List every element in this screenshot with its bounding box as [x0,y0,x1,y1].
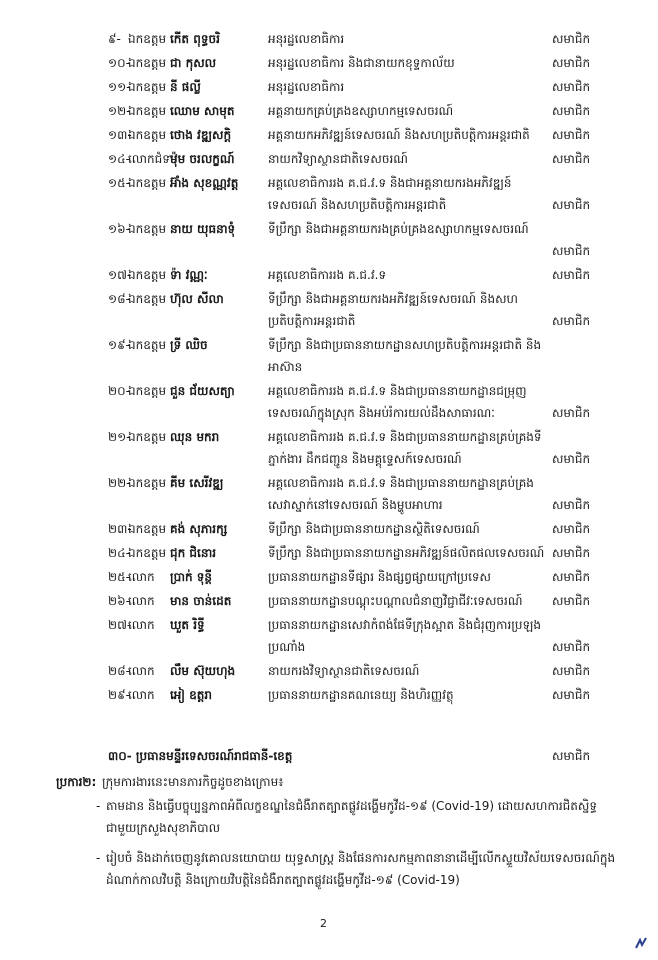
member-name: ទ៉ា វណ្ណៈ [170,268,208,282]
member-title: ឯកឧត្តម [128,546,167,560]
member-title: ឯកឧត្តម [128,32,167,46]
member-number: ២០- [108,384,130,398]
member-status: សមាជិក [552,244,591,258]
member-list [0,28,658,708]
member-status: សមាជិក [552,314,591,328]
member-number: ១១- [108,80,131,94]
member-name: លឹម ស៊ុយហុង [170,664,236,678]
member-number: ២៩- [108,688,130,702]
member-title: ឯកឧត្តម [128,104,167,118]
member-name: ទ្រី ឈិច [170,338,208,352]
member-row [0,218,658,264]
member-number: ១០- [108,56,130,70]
member-title: លោក [128,594,155,608]
member-name: ថោង វឌ្ឍសក្តិ [170,128,232,142]
member-number: ២៨- [108,664,130,678]
member-role: អនុរដ្ឋលេខាធិការ [268,80,345,94]
member-status: សមាជិក [552,452,591,466]
member-role: ប្រធាននាយកដ្ឋានសេវាកំពង់ផែទីក្រុងស្អាត និងជំរុញការប្រឡងប្រណាំង [268,618,541,654]
member-title: ឯកឧត្តម [128,384,167,398]
member-number: ១៧- [108,268,132,282]
member-role: អគ្គនាយកអភិវឌ្ឍន៍ទេសចរណ៍ និងសហប្រតិបត្តិការអន្តរជាតិ [268,128,530,142]
member-name: កើត ពុទ្ធចរិ [170,32,220,46]
member-role: អគ្គលេខាធិការរង គ.ជ.វ.ទ និងជាប្រធាននាយកដ្ឋានជម្រុញទេសចរណ៍ក្នុងស្រុក និងអប់រំការយល់ដឹងសាធារណៈ [268,384,527,420]
member-status: សមាជិក [552,56,591,70]
member-name: ជា កុសល [170,56,217,70]
member-status: សមាជិក [552,570,591,584]
member-row [0,52,658,76]
member-row [0,426,658,472]
member-name: មាន ចាន់ដេត [170,594,232,608]
member-row [0,542,658,566]
member-title: ឯកឧត្តម [128,430,167,444]
member-role: ទីប្រឹក្សា និងជាប្រធាននាយកដ្ឋានសហប្រតិបត្តិការអន្តរជាតិ និងអាស៊ាន [268,338,542,374]
member-title: ឯកឧត្តម [128,128,167,142]
member-name: អ៊ាំង សុខណ្ណវត្ត [170,176,239,190]
member-name: គង់ សុភារក្ស [170,522,228,536]
member-title: លោក [128,618,155,632]
member-role: នាយកវិទ្យាស្ថានជាតិទេសចរណ៍ [268,152,408,166]
member-status: សមាជិក [552,80,591,94]
member-role: អគ្គលេខាធិការរង គ.ជ.វ.ទ និងជាប្រធាននាយកដ្ឋានគ្រប់គ្រងសេវាស្នាក់នៅទេសចរណ៍ និងម្ហូបអាហារ [268,476,534,512]
member-row [0,590,658,614]
bullet-dash: - [96,799,101,813]
member-number: ២៧- [108,618,132,632]
duty-text: តាមដាន និងធ្វើបច្ចុប្បន្នភាពអំពីលក្ខខណ្ឌនៃជំងឺរាតត្បាតផ្លូវដង្ហើមកូវីដ-១៩ (Covid-19) ដោយសហការជិតស្និទ្ធជាមួយក្រសួងសុខាភិបាល [106,799,597,835]
member-number: ៩- [108,32,121,46]
member-title: ឯកឧត្តម [128,222,167,236]
member-role: អនុរដ្ឋលេខាធិការ [268,32,345,46]
member-role: ទីប្រឹក្សា និងជាអគ្គនាយករងគ្រប់គ្រងឧស្សាហកម្មទេសចរណ៍ [268,222,529,236]
member-number: ២៦- [108,594,130,608]
member-name: ហ៊ុល សីលា [170,292,224,306]
member-status: សមាជិក [552,522,591,536]
member-title: លោក [128,570,155,584]
member-role: អគ្គលេខាធិការរង គ.ជ.វ.ទ និងជាប្រធាននាយកដ្ឋានគ្រប់គ្រងទីភ្នាក់ងារ ដឹកជញ្ជូន និងមគ្គុទ្ទេសក៍ទេសចរណ៍ [268,430,542,466]
member-title: ឯកឧត្តម [128,476,167,490]
member-status: សមាជិក [552,128,591,142]
member-name: ឈោម សាមុត [170,104,235,118]
member-status: សមាជិក [552,152,591,166]
member-number: ២៤- [108,546,130,560]
member-number: ២២- [108,476,131,490]
member-status: សមាជិក [552,104,591,118]
member-title: ឯកឧត្តម [128,56,167,70]
member-role: ទីប្រឹក្សា និងជាប្រធាននាយកដ្ឋានអភិវឌ្ឍន៍ផលិតផលទេសចរណ៍ [268,546,545,560]
member-name: ជុក ជិនោរ [170,546,217,560]
member-number: ១៦- [108,222,130,236]
member-role: អគ្គលេខាធិការរង គ.ជ.វ.ទ [268,268,387,282]
member-title: ឯកឧត្តម [128,176,167,190]
member-status: សមាជិក [552,594,591,608]
member-status: សមាជិក [552,268,591,282]
member-title: ឯកឧត្តម [128,292,167,306]
member-role: ទីប្រឹក្សា និងជាប្រធាននាយកដ្ឋានស្ថិតិទេសចរណ៍ [268,522,480,536]
member-number: ២៣- [108,522,132,536]
member-status: សមាជិក [552,198,591,212]
member-role: ប្រធាននាយកដ្ឋានគណនេយ្យ និងហិរញ្ញវត្ថុ [268,688,454,702]
member-name: អៀ ឧត្តរា [170,688,213,702]
member-status: សមាជិក [552,664,591,678]
member-role: អគ្គលេខាធិការរង គ.ជ.វ.ទ និងជាអគ្គនាយករងអភិវឌ្ឍន៍ទេសចរណ៍ និងសហប្រតិបត្តិការអន្តរជាតិ [268,176,512,212]
member-title: ឯកឧត្តម [128,338,167,352]
member-row [0,148,658,172]
member-number: ២៥- [108,570,130,584]
member-row [0,566,658,590]
article-label: ប្រការ២: [56,775,97,789]
member-row [0,614,658,660]
member-name: នាយ យុធនាទុំ [170,222,236,236]
member-status: សមាជិក [552,749,591,763]
member-name: ប្រាក់ ទុន្តី [170,570,213,584]
article-intro: ក្រុមការងារនេះមានភារកិច្ចដូចខាងក្រោម៖ [102,775,284,789]
member-number: ១៤- [108,152,130,166]
member-row [0,660,658,684]
member-number: ១៨- [108,292,130,306]
duty-text: រៀបចំ និងដាក់ចេញនូវគោលនយោបាយ យុទ្ធសាស្ត្រ និងផែនការសកម្មភាពនានាដើម្បីលើកស្ទួយវិស័យទេសចរណ៍ក្នុងដំណាក់កាលវិបត្តិ និងក្រោយវិបត្តិនៃជំងឺរាតត្បាតផ្លូវដង្ហើមកូវីដ-១៩ (Covid-19) [106,851,616,887]
member-status: សមាជិក [552,640,591,654]
member-status: សមាជិក [552,498,591,512]
member-role: អនុរដ្ឋលេខាធិការ និងជានាយកខុទ្ទកាល័យ [268,56,455,70]
member-name: ជួន ជ័យសត្យា [170,384,235,398]
member-row [0,472,658,518]
member-title: លោកជំទាវ [128,152,178,166]
member-number: ១២- [108,104,131,118]
member-number: ១៥- [108,176,130,190]
member-title: លោក [128,664,155,678]
member-number: ២១- [108,430,131,444]
member-number: ១៣- [108,128,132,142]
member-full-text: ៣០- ប្រធានមន្ទីរទេសចរណ៍រាជធានី-ខេត្ត [108,749,293,763]
member-role: ប្រធាននាយកដ្ឋានទីផ្សារ និងផ្សព្វផ្សាយក្រៅប្រទេស [268,570,491,584]
bullet-dash: - [96,851,101,865]
member-name: ម៉ុម ចរលក្ខណ៍ [170,152,235,166]
member-role: ប្រធាននាយកដ្ឋានបណ្តុះបណ្តាលជំនាញវិជ្ជាជីវៈទេសចរណ៍ [268,594,523,608]
member-title: ឯកឧត្តម [128,80,167,94]
member-row [0,518,658,542]
member-name: ឃួត រិទ្ធី [170,618,205,632]
member-status: សមាជិក [552,546,591,560]
member-title: ឯកឧត្តម [128,522,167,536]
member-row [0,684,658,708]
member-status: សមាជិក [552,688,591,702]
member-row [0,172,658,218]
member-row [0,334,658,380]
member-role: ទីប្រឹក្សា និងជាអគ្គនាយករងអភិវឌ្ឍន៍ទេសចរណ៍ និងសហប្រតិបត្តិការអន្តរជាតិ [268,292,518,328]
member-name: នី ផល្លី [170,80,201,94]
member-row [0,264,658,288]
corner-mark-icon [634,936,648,950]
member-row [0,76,658,100]
member-status: សមាជិក [552,32,591,46]
member-row [0,100,658,124]
member-title: លោក [128,688,155,702]
page-number: 2 [320,917,327,930]
member-row [0,28,658,52]
member-name: គីម សេរីវឌ្ឍ [170,476,224,490]
member-name: ឈុន មករា [170,430,220,444]
member-status: សមាជិក [552,406,591,420]
member-number: ១៩- [108,338,130,352]
member-role: អគ្គនាយកគ្រប់គ្រងឧស្សាហកម្មទេសចរណ៍ [268,104,454,118]
member-title: ឯកឧត្តម [128,268,167,282]
member-row [0,288,658,334]
member-role: នាយករងវិទ្យាស្ថានជាតិទេសចរណ៍ [268,664,420,678]
member-row [0,124,658,148]
member-row [0,380,658,426]
